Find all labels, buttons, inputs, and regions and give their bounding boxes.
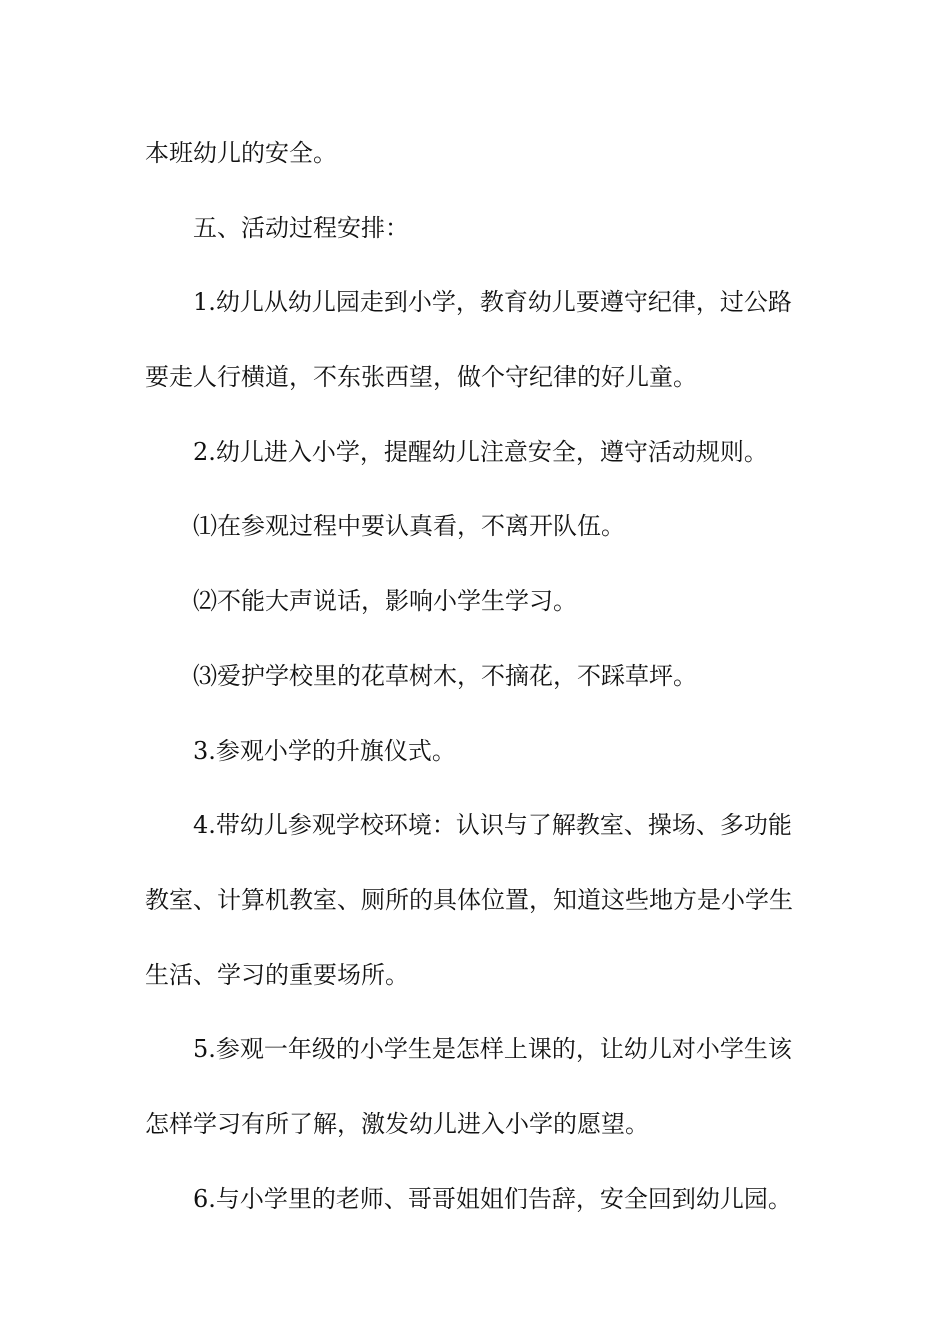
text-line: 4.带幼儿参观学校环境：认识与了解教室、操场、多功能 [193,811,792,839]
text-line: 2.幼儿进入小学，提醒幼儿注意安全，遵守活动规则。 [193,438,768,466]
section-heading: 五、活动过程安排： [193,214,409,242]
text-line: 3.参观小学的升旗仪式。 [193,737,456,765]
text-line: 5.参观一年级的小学生是怎样上课的，让幼儿对小学生该 [193,1035,792,1063]
text-line: 6.与小学里的老师、哥哥姐姐们告辞，安全回到幼儿园。 [193,1185,792,1213]
text-line: 要走人行横道，不东张西望，做个守纪律的好儿童。 [145,363,697,391]
text-line: 怎样学习有所了解，激发幼儿进入小学的愿望。 [145,1110,649,1138]
text-line: 生活、学习的重要场所。 [145,961,409,989]
text-line: 本班幼儿的安全。 [145,139,337,167]
text-line: ⑵不能大声说话，影响小学生学习。 [193,587,577,615]
text-line: ⑶爱护学校里的花草树木，不摘花，不踩草坪。 [193,662,697,690]
text-line: 1.幼儿从幼儿园走到小学，教育幼儿要遵守纪律，过公路 [193,288,792,316]
text-line: 教室、计算机教室、厕所的具体位置，知道这些地方是小学生 [145,886,793,914]
text-line: ⑴在参观过程中要认真看，不离开队伍。 [193,512,625,540]
